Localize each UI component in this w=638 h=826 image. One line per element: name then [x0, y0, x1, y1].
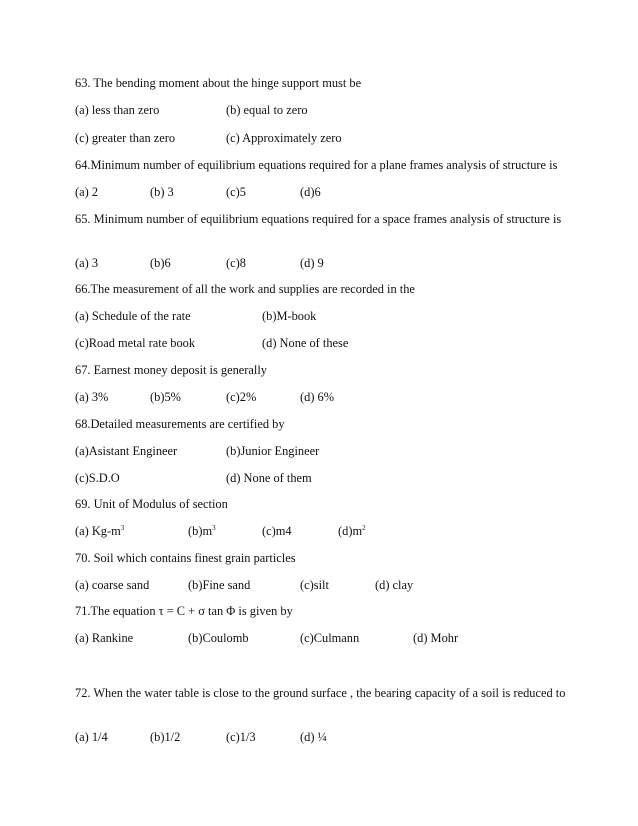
q64-option-a: (a) 2: [75, 185, 99, 199]
q68-option-b: (b)Junior Engineer: [226, 444, 320, 458]
q69-option-b-exponent: 3: [212, 523, 216, 532]
q71-option-a: (a) Rankine: [75, 631, 134, 645]
q66-option-b: (b)M-book: [262, 309, 317, 323]
q71-option-d: (d) Mohr: [413, 631, 459, 645]
q69-option-b: [188, 524, 216, 538]
q69-option-a-exponent: 3: [120, 523, 125, 532]
q68-option-a: (a)Asistant Engineer: [75, 444, 178, 458]
q63-option-a: (a) less than zero: [75, 103, 160, 117]
question-70: 70. Soil which contains finest grain particles: [75, 551, 296, 565]
q67-option-b: (b)5%: [150, 390, 181, 404]
question-68: 68.Detailed measurements are certified by: [75, 417, 285, 431]
q63-option-b: (b) equal to zero: [226, 103, 308, 117]
q67-option-d: (d) 6%: [300, 390, 335, 404]
q64-option-d: (d)6: [300, 185, 321, 199]
q63-option-c: (c) greater than zero: [75, 131, 176, 145]
question-66: 66.The measurement of all the work and supplies are recorded in the: [75, 282, 415, 296]
q69-option-a: [75, 524, 124, 538]
q68-option-d: (d) None of them: [226, 471, 312, 485]
q69-option-d-exponent: 2: [362, 523, 366, 532]
q68-option-c: (c)S.D.O: [75, 471, 120, 485]
q69-option-d: [338, 524, 366, 538]
question-64: 64.Minimum number of equilibrium equations required for a plane frames analysis of structure is: [75, 158, 558, 172]
q72-option-b: (b)1/2: [150, 730, 181, 744]
q67-option-a: (a) 3%: [75, 390, 109, 404]
q70-option-a: (a) coarse sand: [75, 578, 150, 592]
q69-option-c-label: (c)m4: [262, 524, 292, 538]
q71-option-b: (b)Coulomb: [188, 631, 249, 645]
question-65: 65. Minimum number of equilibrium equations required for a space frames analysis of structure is: [75, 212, 562, 226]
q71-option-c: (c)Culmann: [300, 631, 360, 645]
question-72: 72. When the water table is close to the ground surface , the bearing capacity of a soil is reduced to: [75, 686, 566, 700]
q65-option-d: (d) 9: [300, 256, 324, 270]
q70-option-c: (c)silt: [300, 578, 329, 592]
q70-option-b: (b)Fine sand: [188, 578, 251, 592]
q66-option-c: (c)Road metal rate book: [75, 336, 196, 350]
q69-option-a-label: (a) Kg-m: [75, 524, 121, 538]
q72-option-d: (d) ¼: [300, 730, 327, 744]
q65-option-c: (c)8: [226, 256, 246, 270]
q67-option-c: (c)2%: [226, 390, 257, 404]
q69-option-d-label: (d)m: [338, 524, 363, 538]
q72-option-a: (a) 1/4: [75, 730, 108, 744]
q66-option-a: (a) Schedule of the rate: [75, 309, 191, 323]
q65-option-a: (a) 3: [75, 256, 99, 270]
question-69: 69. Unit of Modulus of section: [75, 497, 228, 511]
q69-option-c: [262, 524, 292, 538]
q66-option-d: (d) None of these: [262, 336, 349, 350]
q72-option-c: (c)1/3: [226, 730, 256, 744]
q65-option-b: (b)6: [150, 256, 171, 270]
q69-option-b-label: (b)m: [188, 524, 213, 538]
question-63: 63. The bending moment about the hinge support must be: [75, 76, 362, 90]
q63-option-d: (c) Approximately zero: [226, 131, 342, 145]
question-71: 71.The equation τ = C + σ tan Φ is given by: [75, 604, 293, 618]
q64-option-b: (b) 3: [150, 185, 174, 199]
q64-option-c: (c)5: [226, 185, 246, 199]
question-67: 67. Earnest money deposit is generally: [75, 363, 268, 377]
q70-option-d: (d) clay: [375, 578, 414, 592]
